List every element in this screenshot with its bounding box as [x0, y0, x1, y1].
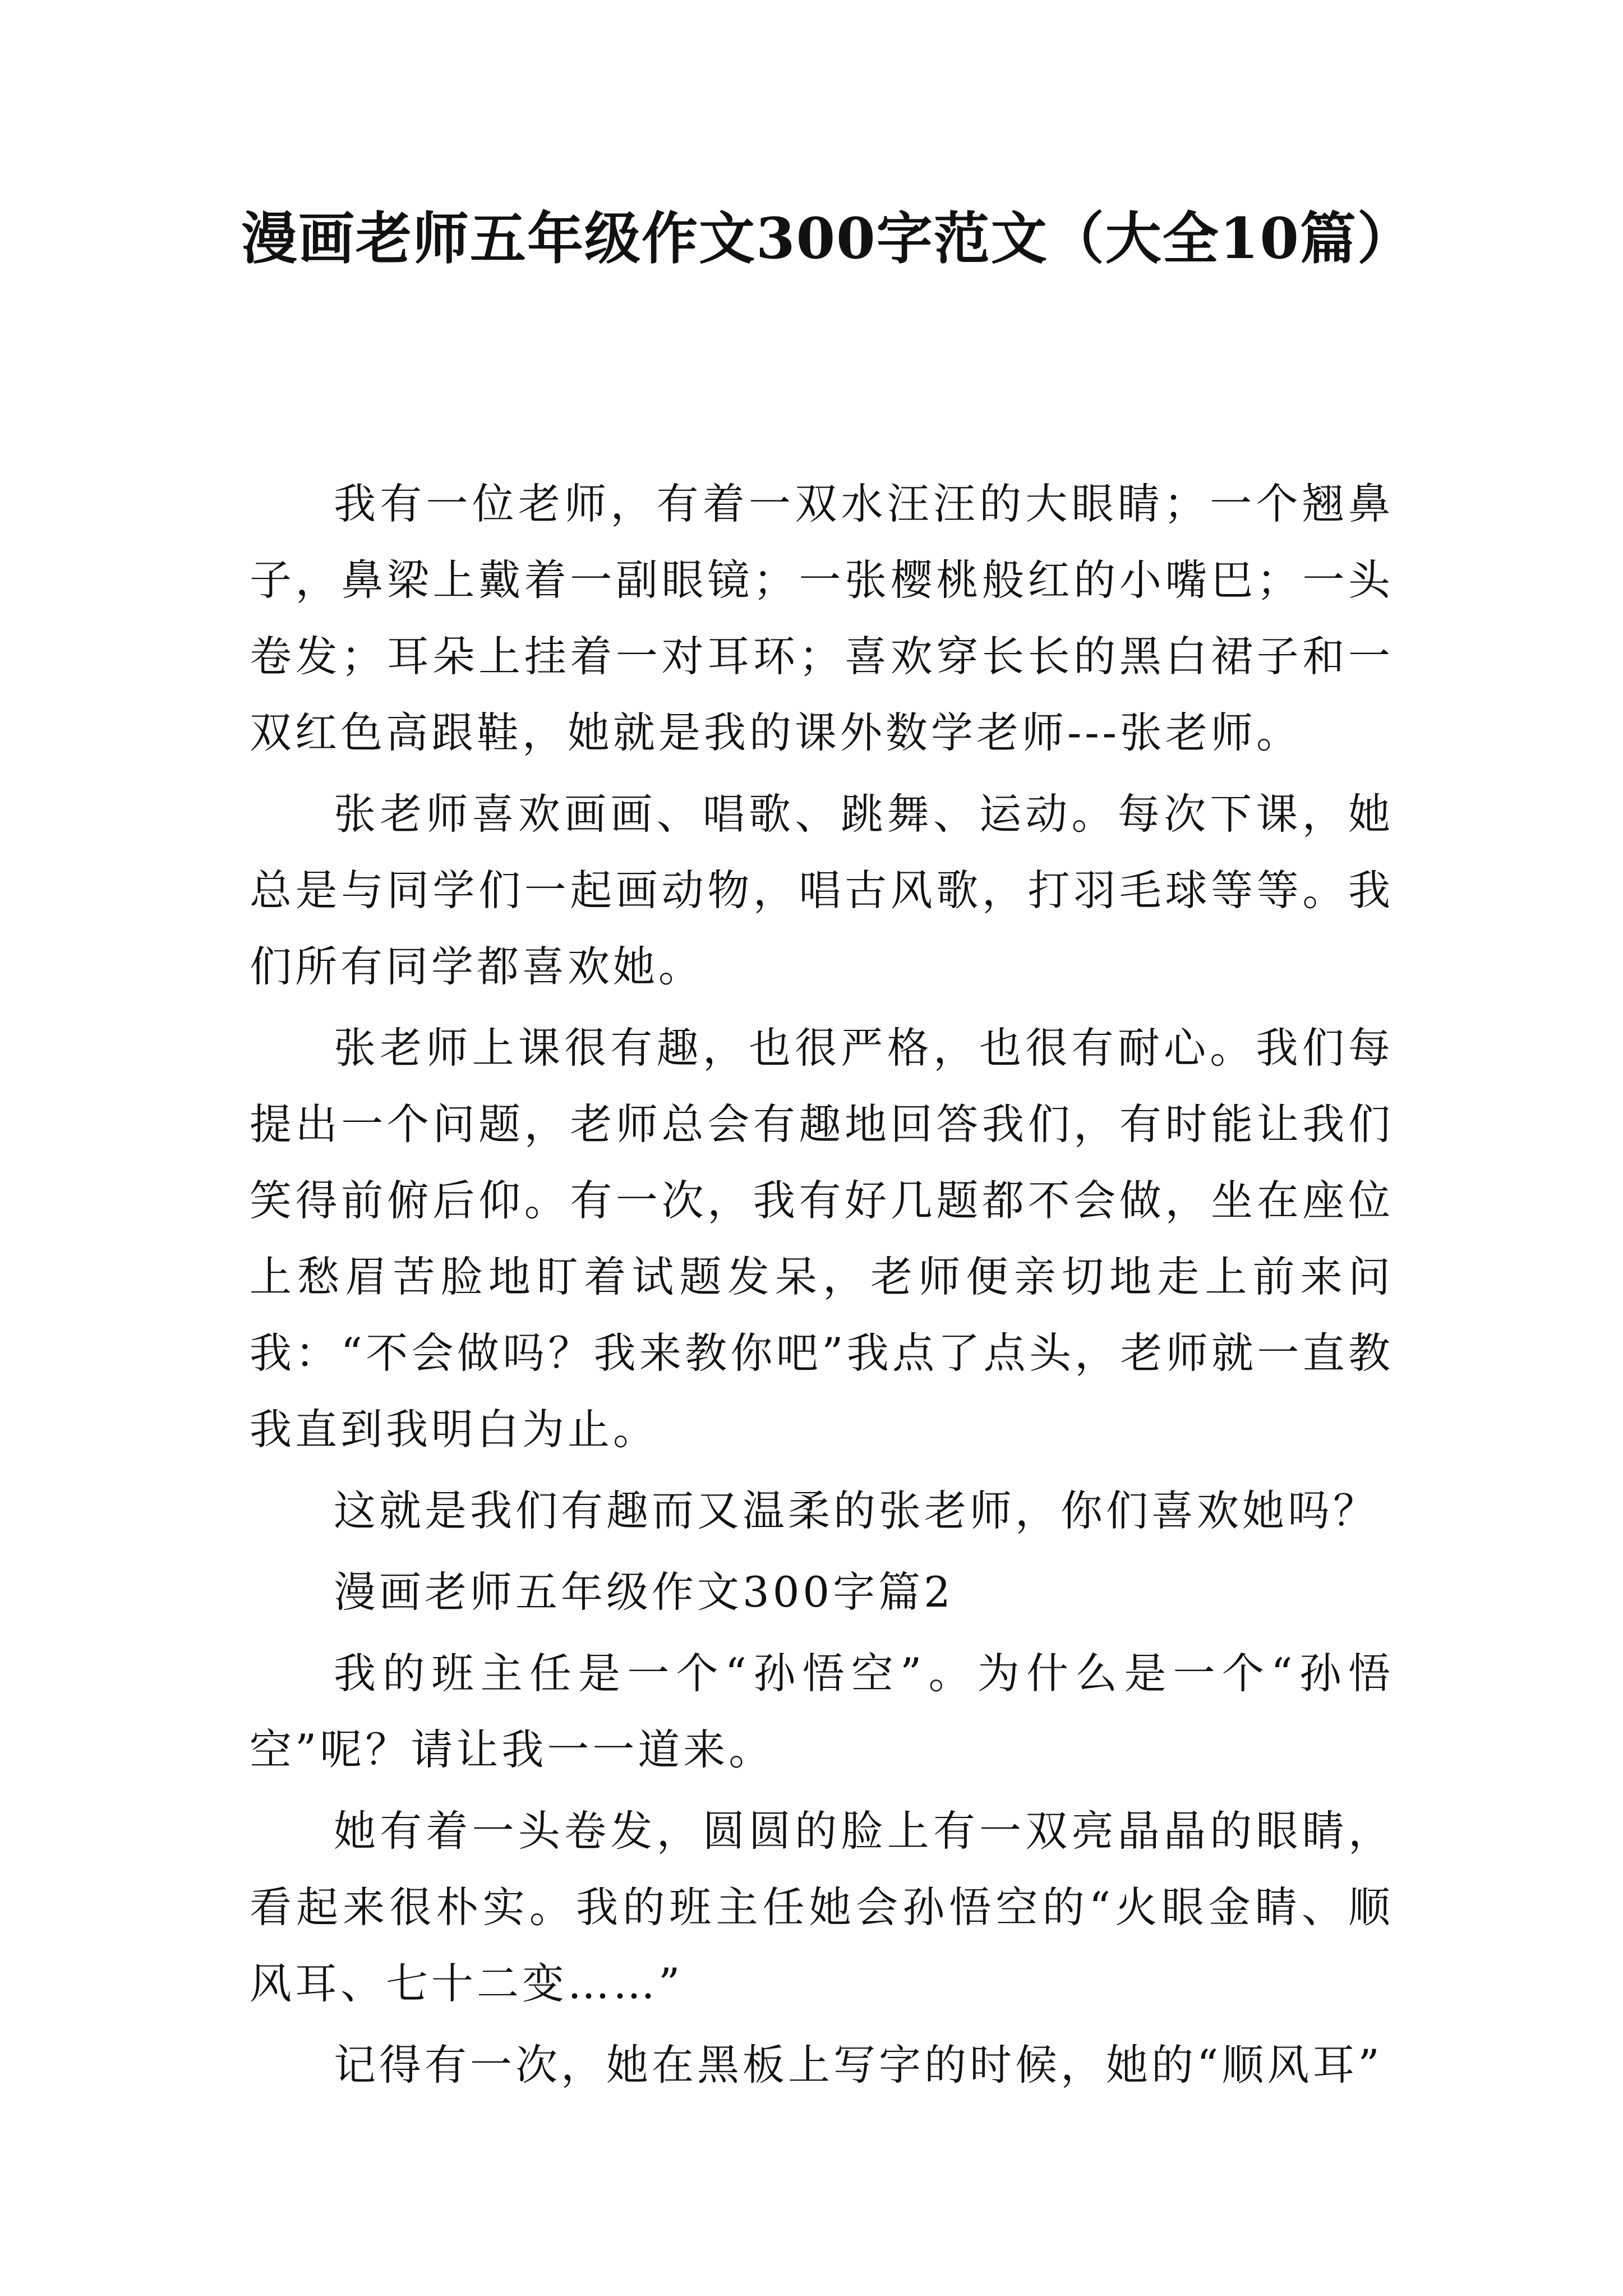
- paragraph: 张老师喜欢画画、唱歌、跳舞、运动。每次下课，她总是与同学们一起画动物，唱古风歌，打羽毛球等等。我们所有同学都喜欢她。: [250, 789, 1394, 991]
- paragraph: 她有着一头卷发，圆圆的脸上有一双亮晶晶的眼睛，看起来很朴实。我的班主任她会孙悟空的“火眼金睛、顺风耳、七十二变……”: [250, 1806, 1394, 2008]
- document-body: [250, 466, 1394, 2108]
- section-heading: 漫画老师五年级作文300字篇2: [334, 1567, 954, 1617]
- paragraph: 我的班主任是一个“孙悟空”。为什么是一个“孙悟空”呢？请让我一一道来。: [250, 1649, 1394, 1774]
- document-title: 漫画老师五年级作文300字范文（大全10篇）: [241, 205, 1414, 272]
- paragraph: 这就是我们有趣而又温柔的张老师，你们喜欢她吗？: [334, 1486, 1379, 1535]
- paragraph: 记得有一次，她在黑板上写字的时候，她的“顺风耳”: [334, 2040, 1383, 2090]
- paragraph: 张老师上课很有趣，也很严格，也很有耐心。我们每提出一个问题，老师总会有趣地回答我们，有时能让我们笑得前俯后仰。有一次，我有好几题都不会做，坐在座位上愁眉苦脸地盯着试题发呆，老师便亲切地走上前来问我：“不会做吗？我来教你吧”我点了点头，老师就一直教我直到我明白为止。: [250, 1023, 1394, 1454]
- paragraph: 我有一位老师，有着一双水汪汪的大眼睛；一个翘鼻子，鼻梁上戴着一副眼镜；一张樱桃般红的小嘴巴；一头卷发；耳朵上挂着一对耳环；喜欢穿长长的黑白裙子和一双红色高跟鞋，她就是我的课外数学老师---张老师。: [250, 479, 1394, 757]
